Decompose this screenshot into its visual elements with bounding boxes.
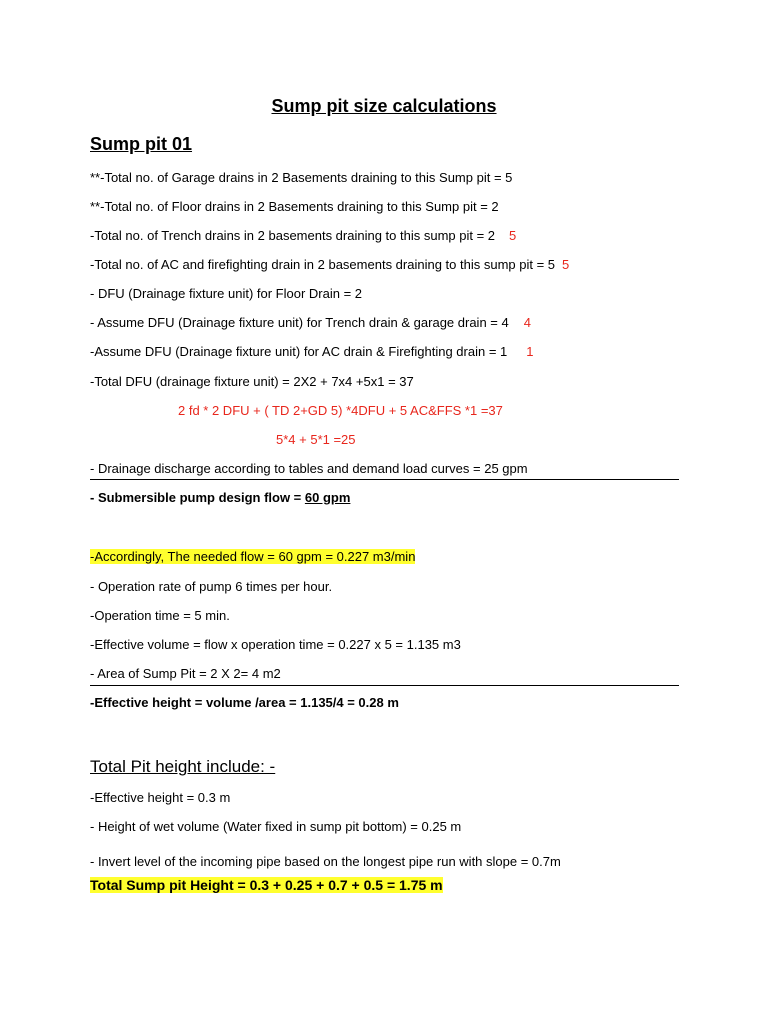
divider-1 xyxy=(90,479,679,480)
wet-volume-line: - Height of wet volume (Water fixed in sump pit bottom) = 0.25 m xyxy=(90,819,462,834)
needed-flow-line: -Accordingly, The needed flow = 60 gpm = 0.227 m3/min xyxy=(90,549,416,564)
trench-drains-line: -Total no. of Trench drains in 2 basements draining to this sump pit = 2 xyxy=(90,228,496,243)
dfu-floor-line: - DFU (Drainage fixture unit) for Floor Drain = 2 xyxy=(90,286,363,301)
effective-height-line: -Effective height = volume /area = 1.135/4 = 0.28 m xyxy=(90,695,399,710)
pump-flow-value: 60 gpm xyxy=(304,490,351,505)
ac-drains-row xyxy=(90,257,569,273)
trench-drains-row xyxy=(90,228,516,244)
page-title: Sump pit size calculations xyxy=(271,96,497,116)
dfu-trench-note: 4 xyxy=(523,315,531,330)
dfu-ac-line: -Assume DFU (Drainage fixture unit) for AC drain & Firefighting drain = 1 xyxy=(90,344,508,359)
operation-time-line: -Operation time = 5 min. xyxy=(90,608,230,623)
section-heading-total-pit-height: Total Pit height include: - xyxy=(90,757,276,776)
garage-drains-line: **-Total no. of Garage drains in 2 Basements draining to this Sump pit = 5 xyxy=(90,170,513,185)
needed-flow-row xyxy=(90,549,415,565)
total-height-line: Total Sump pit Height = 0.3 + 0.25 + 0.7 + 0.5 = 1.75 m xyxy=(90,877,443,893)
trench-drains-note: 5 xyxy=(509,228,517,243)
effective-volume-line: -Effective volume = flow x operation time = 0.227 x 5 = 1.135 m3 xyxy=(90,637,461,652)
section-heading-sump-pit-01: Sump pit 01 xyxy=(90,134,193,154)
dfu-trench-row xyxy=(90,315,531,331)
total-dfu-line: -Total DFU (drainage fixture unit) = 2X2 + 7x4 +5x1 = 37 xyxy=(90,374,414,389)
dfu-ac-note: 1 xyxy=(526,344,534,359)
eff-height-line: -Effective height = 0.3 m xyxy=(90,790,231,805)
pump-flow-label: - Submersible pump design flow = xyxy=(90,490,305,505)
floor-drains-line: **-Total no. of Floor drains in 2 Basements draining to this Sump pit = 2 xyxy=(90,199,499,214)
ac-drains-note: 5 xyxy=(562,257,570,272)
area-line: - Area of Sump Pit = 2 X 2= 4 m2 xyxy=(90,666,281,681)
invert-level-line: - Invert level of the incoming pipe based on the longest pipe run with slope = 0.7m xyxy=(90,854,561,869)
divider-2 xyxy=(90,685,679,686)
dfu-trench-line: - Assume DFU (Drainage fixture unit) for Trench drain & garage drain = 4 xyxy=(90,315,509,330)
total-height-row xyxy=(90,877,443,893)
pump-flow-row xyxy=(90,490,350,506)
red-calc-line-1: 2 fd * 2 DFU + ( TD 2+GD 5) *4DFU + 5 AC&FFS *1 =37 xyxy=(178,403,503,418)
operation-rate-line: - Operation rate of pump 6 times per hour. xyxy=(90,579,333,594)
ac-drains-line: -Total no. of AC and firefighting drain in 2 basements draining to this sump pit = 5 xyxy=(90,257,556,272)
red-calc-line-2: 5*4 + 5*1 =25 xyxy=(276,432,356,447)
dfu-ac-row xyxy=(90,344,534,360)
discharge-line: - Drainage discharge according to tables and demand load curves = 25 gpm xyxy=(90,461,528,476)
